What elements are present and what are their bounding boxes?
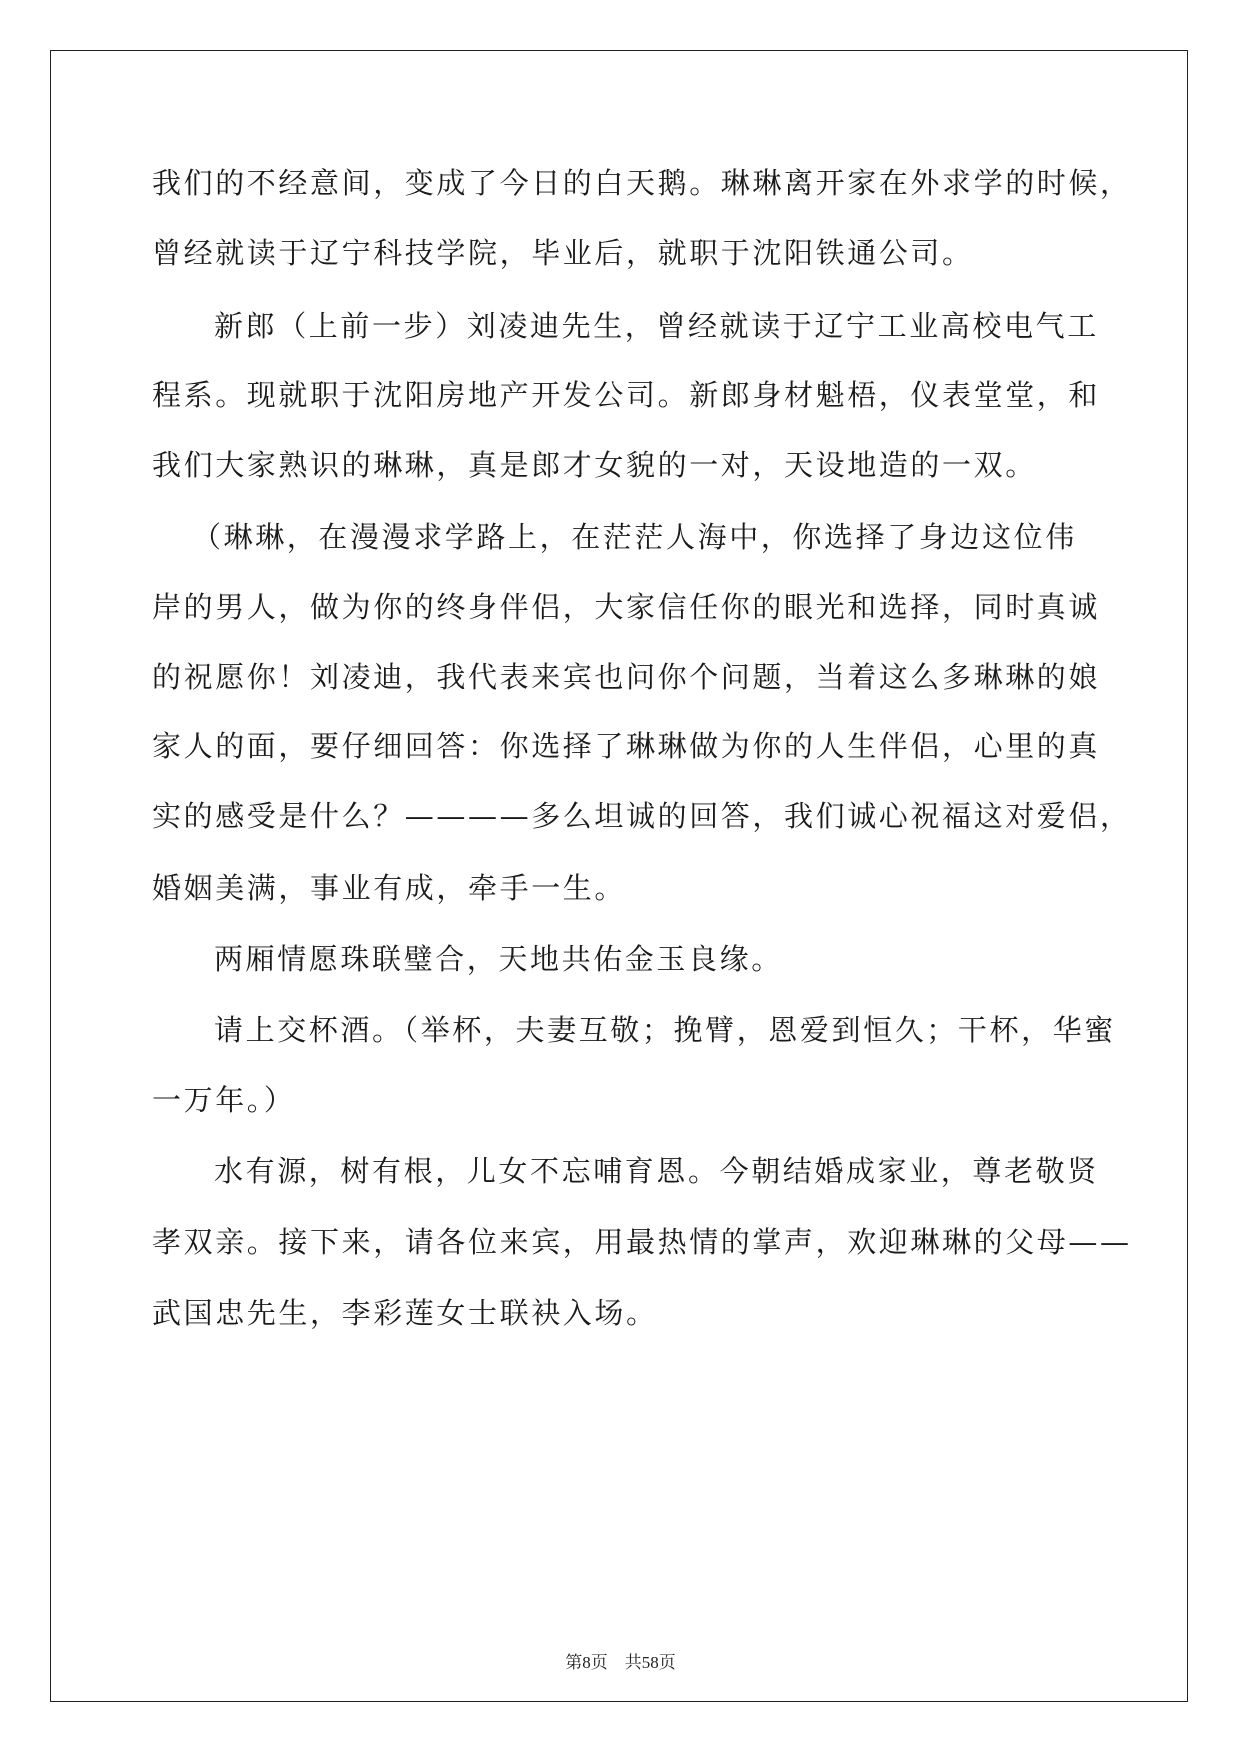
text-line: 一万年。） [152, 1083, 296, 1117]
text-line: 岸的男人，做为你的终身伴侣，大家信任你的眼光和选择，同时真诚 [152, 590, 1101, 624]
text-line: 孝双亲。接下来，请各位来宾，用最热情的掌声，欢迎琳琳的父母—— [152, 1225, 1132, 1259]
text-line: 我们的不经意间，变成了今日的白天鹅。琳琳离开家在外求学的时候， [152, 166, 1132, 200]
text-line: （琳琳，在漫漫求学路上，在茫茫人海中，你选择了身边这位伟 [192, 520, 1077, 554]
text-line: 水有源，树有根，儿女不忘哺育恩。今朝结婚成家业，尊老敬贤 [214, 1154, 1099, 1188]
text-line: 的祝愿你！刘凌迪，我代表来宾也问你个问题，当着这么多琳琳的娘 [152, 660, 1101, 694]
text-line: 两厢情愿珠联璧合，天地共佑金玉良缘。 [214, 942, 783, 976]
text-line: 婚姻美满，事业有成，牵手一生。 [152, 871, 627, 905]
text-line: 曾经就读于辽宁科技学院，毕业后，就职于沈阳铁通公司。 [152, 236, 974, 270]
page-number-footer: 第8页 共58页 [565, 1653, 676, 1672]
text-line: 新郎（上前一步）刘凌迪先生，曾经就读于辽宁工业高校电气工 [214, 309, 1099, 343]
text-line: 武国忠先生，李彩莲女士联袂入场。 [152, 1296, 658, 1330]
text-line: 我们大家熟识的琳琳，真是郎才女貌的一对，天设地造的一双。 [152, 448, 1037, 482]
text-line: 程系。现就职于沈阳房地产开发公司。新郎身材魁梧，仪表堂堂，和 [152, 378, 1101, 412]
text-line: 家人的面，要仔细回答：你选择了琳琳做为你的人生伴侣，心里的真 [152, 729, 1101, 763]
text-line: 实的感受是什么？————多么坦诚的回答，我们诚心祝福这对爱侣， [152, 799, 1132, 833]
text-line: 请上交杯酒。（举杯，夫妻互敬；挽臂，恩爱到恒久；干杯，华蜜 [214, 1013, 1116, 1047]
